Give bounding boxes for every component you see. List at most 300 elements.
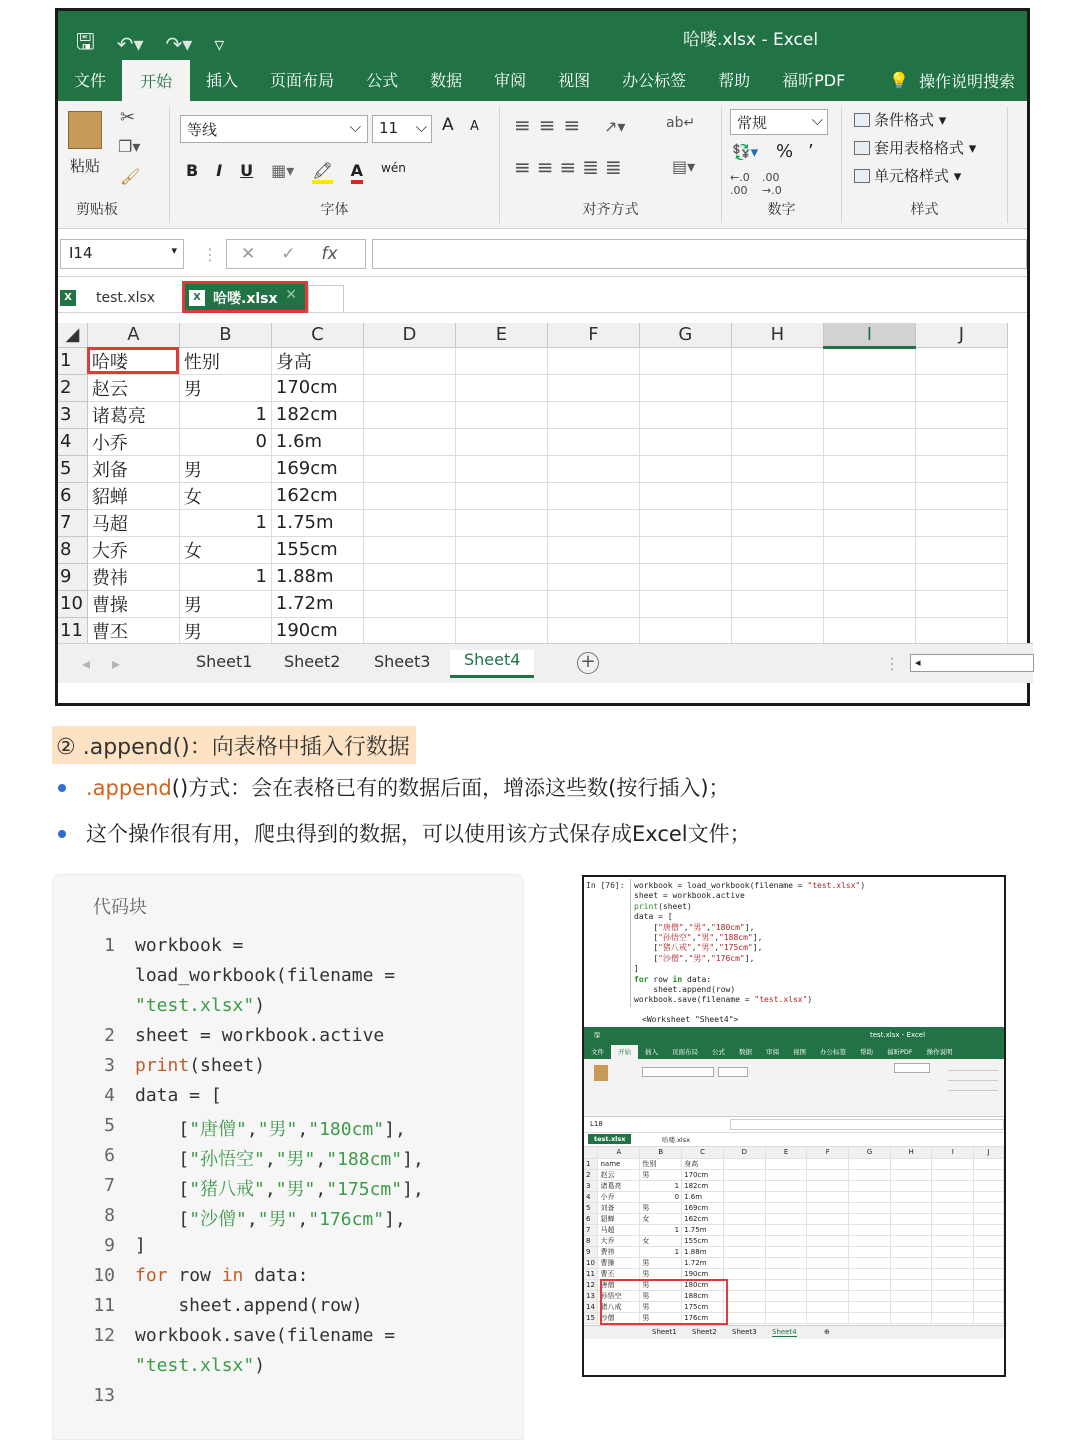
cell[interactable] — [823, 401, 915, 428]
mini-cell: 刘备 — [598, 1202, 640, 1213]
cell[interactable]: 155cm — [271, 536, 363, 563]
select-all-corner[interactable]: ◢ — [58, 323, 87, 347]
cell[interactable] — [823, 455, 915, 482]
cell[interactable] — [547, 563, 639, 590]
workbook-tab-test[interactable]: X test.xlsx — [58, 285, 178, 313]
table-row — [58, 455, 1007, 482]
cell[interactable] — [455, 590, 547, 617]
close-icon[interactable]: ✕ — [285, 287, 297, 303]
cell[interactable]: 费祎 — [87, 563, 179, 590]
fill-color-icon[interactable]: 🖍 — [312, 161, 332, 184]
mini-cell: 180cm — [682, 1279, 724, 1290]
mini-cell — [932, 1169, 974, 1180]
ribbon-tab[interactable]: 插入 — [206, 71, 239, 90]
cell[interactable]: 身高 — [271, 347, 363, 374]
cell[interactable] — [823, 347, 915, 374]
cell[interactable] — [363, 536, 455, 563]
ribbon-tab[interactable]: 帮助 — [718, 71, 751, 90]
mini-row-header: 5 — [584, 1202, 598, 1213]
clipboard-group-label: 剪贴板 — [76, 202, 118, 218]
font-name-select[interactable]: 等线 ⌵ — [180, 115, 368, 143]
cell-style-icon — [854, 169, 870, 183]
row-header[interactable]: 2 — [58, 374, 87, 401]
horizontal-scrollbar[interactable]: ◂ — [910, 654, 1034, 672]
confirm-icon[interactable]: ✓ — [281, 244, 296, 264]
row-header[interactable]: 1 — [58, 347, 87, 374]
cell[interactable] — [823, 563, 915, 590]
name-box[interactable]: I14 ▾ — [60, 239, 184, 269]
save-icon: 🖫 — [594, 1031, 600, 1039]
cell[interactable] — [915, 482, 1007, 509]
cell[interactable]: 马超 — [87, 509, 179, 536]
cell[interactable] — [455, 374, 547, 401]
table-row — [58, 509, 1007, 536]
mini-row-header: 8 — [584, 1235, 598, 1246]
mini-cell: 男 — [640, 1312, 682, 1323]
vertical-align-icons[interactable]: ≡≡≡ — [514, 113, 589, 137]
cell[interactable] — [639, 401, 731, 428]
mini-column-header: H — [890, 1147, 932, 1158]
cell[interactable] — [915, 590, 1007, 617]
row-header[interactable]: 4 — [58, 428, 87, 455]
cell[interactable] — [639, 617, 731, 644]
cell-styles-button[interactable]: 单元格样式 ▾ — [854, 165, 961, 186]
mini-cell — [849, 1191, 891, 1202]
sheet-tab[interactable]: Sheet1 — [196, 652, 253, 671]
cell[interactable]: 小乔 — [87, 428, 179, 455]
mini-cell — [932, 1191, 974, 1202]
cell[interactable] — [547, 590, 639, 617]
spreadsheet-grid — [58, 323, 1033, 643]
add-sheet-button[interactable]: + — [577, 652, 599, 674]
alignment-group — [500, 107, 722, 223]
mini-table-row — [584, 1246, 1004, 1257]
column-header[interactable]: A — [87, 323, 179, 347]
cell[interactable] — [639, 374, 731, 401]
phonetic-icon[interactable]: wén — [381, 161, 406, 175]
cell[interactable] — [547, 428, 639, 455]
font-color-icon[interactable]: A — [351, 161, 363, 184]
merge-icon[interactable]: ▤▾ — [672, 157, 696, 176]
cell[interactable]: 1 — [179, 563, 271, 590]
column-header[interactable]: C — [271, 323, 363, 347]
cell[interactable] — [915, 536, 1007, 563]
format-as-table-button[interactable]: 套用表格格式 ▾ — [854, 137, 976, 158]
column-header[interactable]: D — [363, 323, 455, 347]
table-row — [58, 617, 1007, 644]
excel-window — [55, 8, 1030, 706]
mini-cell: 孙悟空 — [598, 1290, 640, 1301]
cell[interactable] — [823, 617, 915, 644]
cell[interactable] — [547, 536, 639, 563]
cell[interactable] — [915, 401, 1007, 428]
mini-ribbon-tab: 视图 — [793, 1048, 806, 1056]
cell[interactable] — [455, 428, 547, 455]
mini-cell — [849, 1257, 891, 1268]
row-header[interactable]: 5 — [58, 455, 87, 482]
cell[interactable]: 男 — [179, 590, 271, 617]
mini-cell — [932, 1158, 974, 1169]
mini-cell — [849, 1279, 891, 1290]
mini-cell: 赵云 — [598, 1169, 640, 1180]
mini-cell: 男 — [640, 1279, 682, 1290]
horizontal-align-icons[interactable]: ≡≡≡≣≣ — [514, 155, 628, 179]
mini-table-row — [584, 1202, 1004, 1213]
cell[interactable]: 1.75m — [271, 509, 363, 536]
cell[interactable]: 貂蝉 — [87, 482, 179, 509]
mini-cell: 男 — [640, 1301, 682, 1312]
cell[interactable] — [363, 590, 455, 617]
mini-cell: 170cm — [682, 1169, 724, 1180]
mini-cell — [974, 1191, 1004, 1202]
undo-icon[interactable]: ↶▾ — [116, 32, 144, 56]
mini-styles — [948, 1063, 998, 1093]
cell-prompt: In [76]: — [586, 881, 625, 890]
mini-cell: 费祎 — [598, 1246, 640, 1257]
mini-cell — [932, 1202, 974, 1213]
mini-cell: 身高 — [682, 1158, 724, 1169]
cell[interactable] — [915, 347, 1007, 374]
sheet-tab[interactable]: Sheet4 — [450, 650, 534, 678]
row-header[interactable]: 7 — [58, 509, 87, 536]
orientation-icon[interactable]: ↗▾ — [604, 117, 626, 136]
cell[interactable]: 曹操 — [87, 590, 179, 617]
cell[interactable] — [639, 428, 731, 455]
cell[interactable] — [731, 347, 823, 374]
mini-cell — [932, 1257, 974, 1268]
cell[interactable] — [823, 536, 915, 563]
mini-cell: 0 — [640, 1191, 682, 1202]
mini-cell — [723, 1169, 765, 1180]
font-size-select[interactable]: 11 ⌵ — [372, 115, 432, 143]
prev-sheet-icon[interactable]: ◂ — [82, 654, 91, 673]
column-header[interactable]: G — [639, 323, 731, 347]
sheet-tab[interactable]: Sheet3 — [374, 652, 431, 671]
mini-ribbon-tab: 公式 — [712, 1048, 725, 1056]
cell[interactable] — [363, 509, 455, 536]
cell[interactable] — [731, 563, 823, 590]
cell[interactable] — [823, 509, 915, 536]
mini-cell — [765, 1235, 807, 1246]
column-header[interactable]: I — [823, 323, 915, 347]
cut-icon[interactable]: ✂ — [120, 107, 136, 128]
cell[interactable] — [455, 509, 547, 536]
mini-cell: 大乔 — [598, 1235, 640, 1246]
underline-button[interactable]: U — [240, 161, 254, 180]
ribbon-tab[interactable]: 审阅 — [494, 71, 527, 90]
column-header[interactable]: E — [455, 323, 547, 347]
cell[interactable]: 1 — [179, 509, 271, 536]
save-icon[interactable]: 🖫 — [76, 30, 95, 55]
cell[interactable] — [455, 617, 547, 644]
mini-cell: 马超 — [598, 1224, 640, 1235]
notebook-cell — [584, 877, 1004, 1027]
cell[interactable] — [731, 617, 823, 644]
mini-window-title: test.xlsx - Excel — [870, 1031, 926, 1039]
cell[interactable] — [455, 563, 547, 590]
mini-cell — [932, 1279, 974, 1290]
mini-cell — [974, 1312, 1004, 1323]
mini-cell: 1 — [640, 1224, 682, 1235]
cell[interactable] — [915, 509, 1007, 536]
mini-table-row — [584, 1158, 1004, 1169]
decrease-decimal-icon[interactable]: .00 →.0 — [762, 171, 782, 197]
cell[interactable] — [455, 455, 547, 482]
mini-cell — [932, 1290, 974, 1301]
ribbon-tab[interactable]: 开始 — [122, 60, 190, 101]
cell[interactable]: 男 — [179, 374, 271, 401]
cell[interactable]: 女 — [179, 536, 271, 563]
mini-table-row — [584, 1224, 1004, 1235]
cell[interactable] — [639, 347, 731, 374]
ribbon-tab[interactable]: 办公标签 — [622, 71, 687, 90]
mini-row-header: 3 — [584, 1180, 598, 1191]
cell[interactable] — [639, 536, 731, 563]
cell[interactable] — [915, 428, 1007, 455]
mini-cell: 1 — [640, 1246, 682, 1257]
mini-ribbon-tab: 操作说明 — [926, 1048, 953, 1056]
cell[interactable] — [547, 401, 639, 428]
mini-cell — [890, 1312, 932, 1323]
format-painter-icon[interactable]: 🖌 — [120, 167, 141, 186]
mini-cell: 曹操 — [598, 1257, 640, 1268]
mini-table-row — [584, 1235, 1004, 1246]
increase-font-button[interactable]: A — [442, 115, 454, 135]
table-row — [58, 536, 1007, 563]
row-header[interactable]: 6 — [58, 482, 87, 509]
cell[interactable] — [915, 563, 1007, 590]
mini-cell — [807, 1290, 849, 1301]
cell[interactable] — [639, 563, 731, 590]
row-header[interactable]: 10 — [58, 590, 87, 617]
tell-me[interactable] — [889, 69, 1015, 92]
mini-cell — [807, 1224, 849, 1235]
customize-icon[interactable]: ▿ — [214, 32, 225, 56]
table-row — [58, 347, 1007, 374]
mini-column-header: A — [598, 1147, 640, 1158]
row-header[interactable]: 9 — [58, 563, 87, 590]
cell[interactable]: 刘备 — [87, 455, 179, 482]
cell[interactable] — [639, 455, 731, 482]
number-format-select[interactable]: 常规 ⌵ — [730, 109, 828, 135]
cell[interactable] — [731, 401, 823, 428]
mini-cell: 175cm — [682, 1301, 724, 1312]
mini-cell — [723, 1290, 765, 1301]
cell[interactable]: 170cm — [271, 374, 363, 401]
column-header[interactable]: F — [547, 323, 639, 347]
cell[interactable]: 性别 — [179, 347, 271, 374]
mini-cell: name — [598, 1158, 640, 1169]
mini-cell — [932, 1301, 974, 1312]
cell[interactable] — [823, 482, 915, 509]
new-tab-area[interactable] — [308, 285, 344, 313]
cell[interactable] — [363, 482, 455, 509]
cell[interactable] — [455, 401, 547, 428]
cell[interactable] — [547, 455, 639, 482]
cell[interactable]: 哈喽 — [87, 347, 179, 374]
mini-cell — [807, 1158, 849, 1169]
cell[interactable] — [455, 347, 547, 374]
row-header[interactable]: 8 — [58, 536, 87, 563]
cell[interactable]: 169cm — [271, 455, 363, 482]
bullet-item: 这个操作很有用，爬虫得到的数据，可以使用该方式保存成Excel文件； — [54, 818, 1054, 864]
cell[interactable] — [547, 509, 639, 536]
cell[interactable] — [363, 617, 455, 644]
cell[interactable] — [823, 590, 915, 617]
cell[interactable] — [547, 374, 639, 401]
ribbon-tab[interactable]: 福昕PDF — [782, 71, 846, 90]
cell[interactable] — [455, 482, 547, 509]
percent-button[interactable]: % — [776, 141, 794, 162]
column-header[interactable]: J — [915, 323, 1007, 347]
mini-cell — [765, 1213, 807, 1224]
mini-cell — [807, 1213, 849, 1224]
cell[interactable]: 1 — [179, 401, 271, 428]
cell[interactable]: 诸葛亮 — [87, 401, 179, 428]
decrease-font-button[interactable]: A — [470, 119, 479, 134]
ribbon-tab[interactable]: 文件 — [74, 71, 107, 90]
cell[interactable]: 1.88m — [271, 563, 363, 590]
mini-cell — [932, 1213, 974, 1224]
cell[interactable]: 190cm — [271, 617, 363, 644]
mini-ribbon-tab: 开始 — [611, 1045, 638, 1059]
table-row — [58, 563, 1007, 590]
row-header[interactable]: 3 — [58, 401, 87, 428]
mini-cell — [974, 1257, 1004, 1268]
column-header-row — [58, 323, 1007, 347]
sheet-tab[interactable]: Sheet2 — [284, 652, 341, 671]
mini-cell — [723, 1180, 765, 1191]
paste-label[interactable]: 粘贴 — [70, 157, 101, 175]
mini-column-header: G — [849, 1147, 891, 1158]
chevron-down-icon: ⌵ — [811, 111, 823, 129]
mini-cell — [849, 1224, 891, 1235]
mini-cell — [807, 1301, 849, 1312]
comma-icon[interactable]: ’ — [808, 141, 814, 162]
mini-cell: 女 — [640, 1213, 682, 1224]
cell[interactable] — [823, 428, 915, 455]
cell[interactable] — [455, 536, 547, 563]
mini-name-box: L18 — [590, 1120, 603, 1128]
cell[interactable] — [363, 455, 455, 482]
mini-row-header: 10 — [584, 1257, 598, 1268]
mini-ribbon-tab: 办公标签 — [820, 1048, 846, 1056]
increase-decimal-icon[interactable]: ←.0 .00 — [730, 171, 750, 197]
cell[interactable]: 162cm — [271, 482, 363, 509]
ribbon-tab[interactable]: 数据 — [430, 71, 463, 90]
cell[interactable] — [363, 428, 455, 455]
cell[interactable] — [547, 482, 639, 509]
mini-number-box — [894, 1063, 930, 1073]
clipboard-group — [58, 107, 170, 223]
cell[interactable] — [363, 401, 455, 428]
workbook-tab-active[interactable]: X 哈喽.xlsx ✕ — [182, 281, 308, 313]
cell[interactable] — [915, 374, 1007, 401]
mini-cell — [723, 1235, 765, 1246]
cell[interactable] — [731, 590, 823, 617]
cell[interactable]: 曹丕 — [87, 617, 179, 644]
cell[interactable] — [731, 509, 823, 536]
redo-icon[interactable]: ↷▾ — [165, 32, 193, 56]
cell[interactable] — [731, 455, 823, 482]
bold-button[interactable]: B — [186, 161, 199, 180]
paste-icon[interactable] — [68, 111, 102, 149]
number-group-label: 数字 — [767, 202, 796, 218]
cell[interactable]: 0 — [179, 428, 271, 455]
cell[interactable] — [823, 374, 915, 401]
wrap-text-icon[interactable]: ab↵ — [666, 115, 696, 131]
cell[interactable]: 1.6m — [271, 428, 363, 455]
conditional-format-button[interactable]: 条件格式 ▾ — [854, 109, 946, 130]
formula-input[interactable] — [372, 239, 1027, 269]
cell[interactable] — [915, 455, 1007, 482]
cell[interactable]: 赵云 — [87, 374, 179, 401]
mini-font-box — [642, 1067, 714, 1077]
cell[interactable]: 男 — [179, 617, 271, 644]
mini-table-row — [584, 1169, 1004, 1180]
result-screenshot — [582, 875, 1006, 1377]
copy-icon[interactable]: ❐▾ — [118, 137, 141, 156]
font-style-buttons — [186, 161, 406, 184]
cell[interactable] — [363, 563, 455, 590]
cell[interactable]: 男 — [179, 455, 271, 482]
borders-icon[interactable]: ▦▾ — [271, 161, 295, 180]
mini-cell: 1.72m — [682, 1257, 724, 1268]
mini-column-header-row — [584, 1147, 1004, 1158]
next-sheet-icon[interactable]: ▸ — [112, 654, 121, 673]
cell[interactable]: 182cm — [271, 401, 363, 428]
cell[interactable] — [731, 374, 823, 401]
column-header[interactable]: B — [179, 323, 271, 347]
function-icon[interactable]: fx — [321, 244, 338, 264]
mini-ribbon-tab: 福昕PDF — [887, 1048, 913, 1056]
cell[interactable] — [363, 374, 455, 401]
mini-table-row — [584, 1268, 1004, 1279]
cell[interactable] — [363, 347, 455, 374]
mini-cell — [849, 1246, 891, 1257]
ribbon-tab[interactable]: 视图 — [558, 71, 591, 90]
styles-group-label: 样式 — [910, 202, 939, 218]
italic-button[interactable]: I — [216, 161, 223, 180]
cell[interactable]: 女 — [179, 482, 271, 509]
cell[interactable] — [731, 536, 823, 563]
column-header[interactable]: H — [731, 323, 823, 347]
mini-cell — [932, 1312, 974, 1323]
cell[interactable] — [547, 617, 639, 644]
mini-cell: 男 — [640, 1257, 682, 1268]
mini-cell — [932, 1180, 974, 1191]
ribbon-tab[interactable]: 公式 — [366, 71, 399, 90]
cell[interactable] — [639, 482, 731, 509]
cancel-icon[interactable]: ✕ — [241, 244, 256, 264]
cell[interactable] — [731, 482, 823, 509]
formula-buttons — [226, 239, 366, 269]
mini-cell — [807, 1202, 849, 1213]
cell[interactable] — [639, 509, 731, 536]
row-header[interactable]: 11 — [58, 617, 87, 644]
ribbon-tabs — [58, 61, 1027, 101]
cell[interactable] — [639, 590, 731, 617]
cell[interactable] — [915, 617, 1007, 644]
mini-sheet-tab: Sheet3 — [732, 1328, 757, 1336]
ribbon-tab[interactable]: 页面布局 — [270, 71, 335, 90]
cell[interactable] — [731, 428, 823, 455]
currency-icon[interactable]: 💱▾ — [732, 143, 759, 161]
cell[interactable]: 大乔 — [87, 536, 179, 563]
cell[interactable] — [547, 347, 639, 374]
cell[interactable]: 1.72m — [271, 590, 363, 617]
mini-cell — [974, 1301, 1004, 1312]
